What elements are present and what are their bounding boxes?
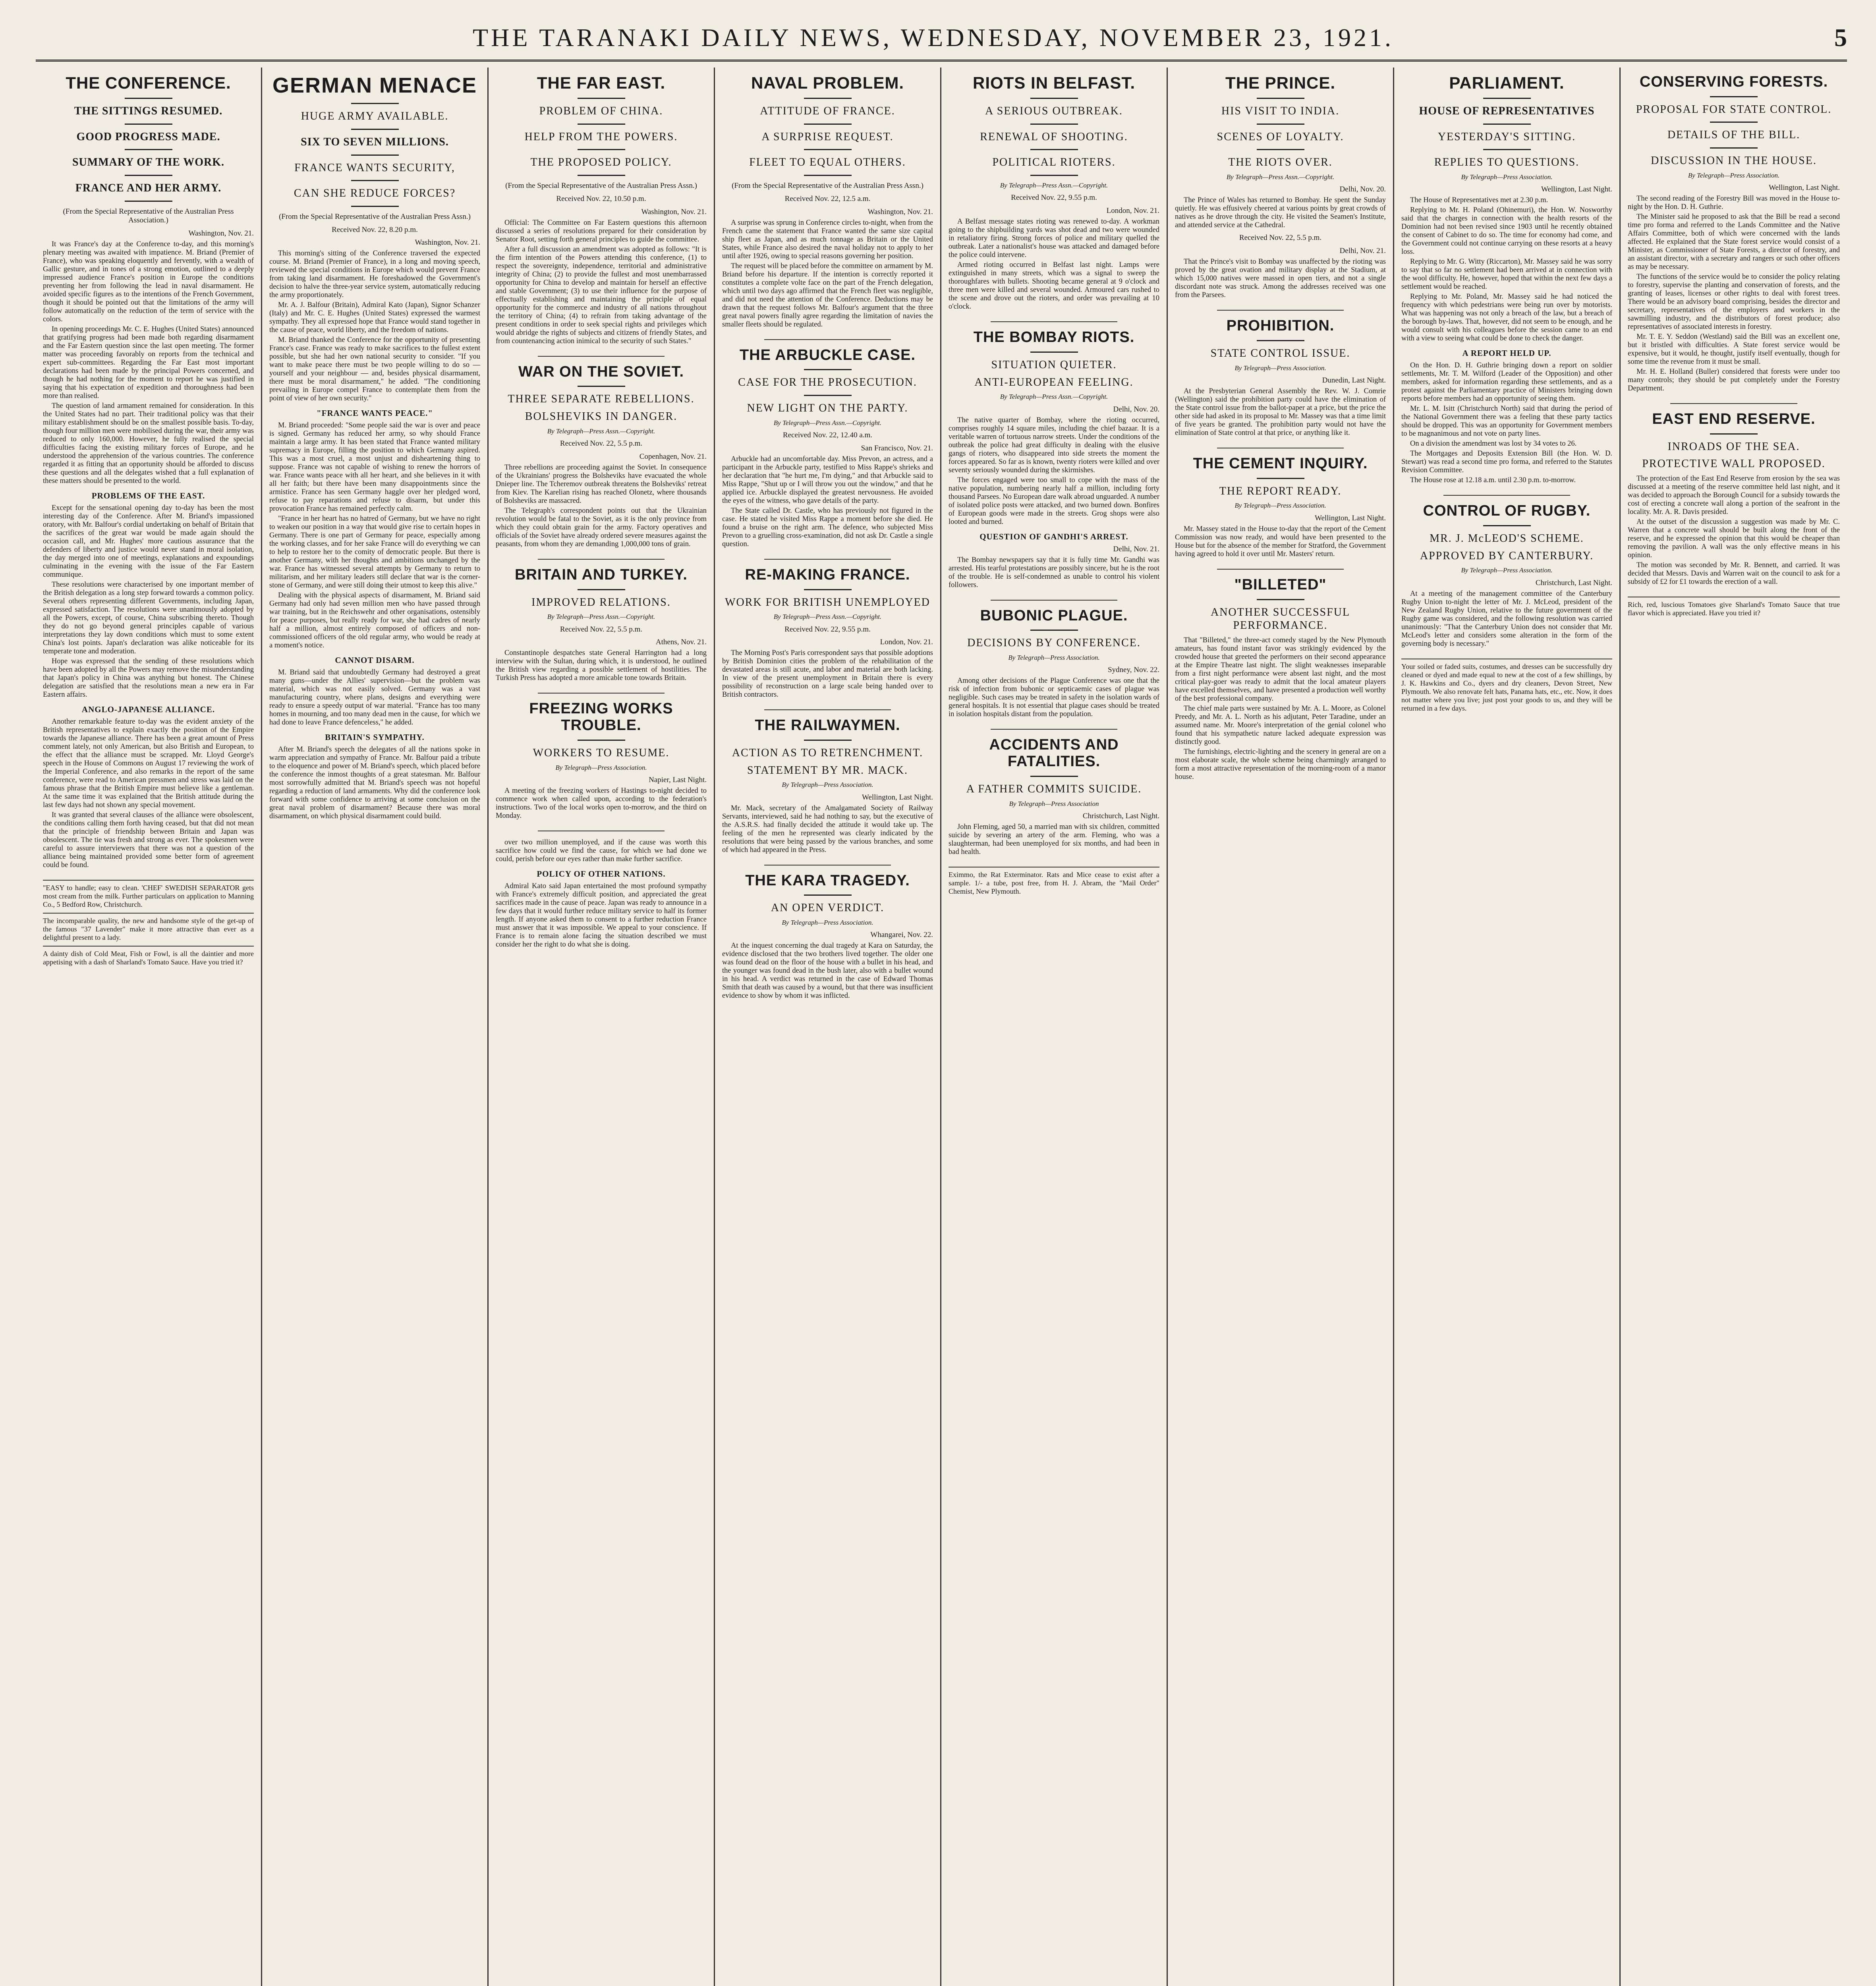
credit-line: By Telegraph—Press Assn.—Copyright.: [1000, 393, 1108, 401]
deck: REPLIES TO QUESTIONS.: [1434, 156, 1580, 169]
paragraph: Arbuckle had an uncomfortable day. Miss Prevon, an actress, and a participant in the Arbuckle party, testified to Miss Rappe's shrieks and her declaration that "he hurt me, I'm dying," and that Arbuckle said to Miss Rappe, "Shut up or I will throw you out the window," and that he applied ice. Arbuckle displayed the greatest nervousness. He avoided the eyes of the witness, who gave details of the party.: [722, 455, 933, 505]
paragraph: That the Prince's visit to Bombay was unaffected by the rioting was proved by the great ovation and military display at the Stadium, at which 15,000 natives were massed in open tiers, and not a single discordant note was struck. Among the addresses received was one from the Parsees.: [1175, 258, 1386, 299]
paragraph: The House rose at 12.18 a.m. until 2.30 p.m. to-morrow.: [1410, 476, 1576, 485]
paragraph: It was France's day at the Conference to-day, and this morning's plenary meeting was awaited with impatience. M. Briand (Premier of France), who was speaking eloquently and fervently, with a wealth of Gallic gesture, and in tones of a strong emotion, outlined to a deeply impressed audience France's position in Europe the conditions preventing her from following the lead in naval disarmament. He avoided specific figures as to the intentions of the French Government, though it should be pointed out that the limitations of the army will follow automatically on the reduction of the term of service with the colors.: [43, 240, 254, 324]
headline: EAST END RESERVE.: [1652, 410, 1816, 427]
credit-line: By Telegraph—Press Association.: [782, 919, 873, 927]
paragraph: A surprise was sprung in Conference circles to-night, when from the French came the statement that France wanted the same size capital ship fleet as Japan, and as much tonnage as Britain or the United States, while France also desired the naval holiday not to apply to her until after 1926, owing to special reasons governing her position.: [722, 218, 933, 260]
headline: PARLIAMENT.: [1449, 73, 1565, 92]
deck: A SURPRISE REQUEST.: [761, 130, 894, 143]
advertisement: The incomparable quality, the new and handsome style of the get-up of the famous "37 Lavender" make it more attractive than ever as a delightful present to a lady.: [43, 913, 254, 942]
deck: POLITICAL RIOTERS.: [992, 156, 1116, 169]
dateline: Christchurch, Last Night.: [1082, 811, 1159, 820]
deck: DISCUSSION IN THE HOUSE.: [1651, 154, 1817, 167]
advertisement: Rich, red, luscious Tomatoes give Sharland's Tomato Sauce that true flavor which is appreciated. Have you tried it?: [1628, 597, 1840, 617]
paragraph: The second reading of the Forestry Bill was moved in the House to-night by the Hon. D. H. Guthrie.: [1628, 194, 1840, 211]
deck: HOUSE OF REPRESENTATIVES: [1419, 105, 1595, 118]
received-line: Received Nov. 22, 10.50 p.m.: [556, 194, 646, 203]
dateline: Napier, Last Night.: [649, 775, 707, 784]
deck: SUMMARY OF THE WORK.: [72, 156, 225, 169]
deck: THE PROPOSED POLICY.: [530, 156, 672, 169]
paragraph: The Telegraph's correspondent points out that the Ukrainian revolution would be fatal to the Soviet, as it is the only province from which they could obtain grain for the army. Factory operatives and officials of the Soviet have already ordered severe measures against the peasants, from whom they are demanding 1,000,000 tons of grain.: [496, 506, 707, 548]
headline: THE RAILWAYMEN.: [755, 717, 900, 734]
deck: GOOD PROGRESS MADE.: [76, 130, 220, 143]
deck: A SERIOUS OUTBREAK.: [985, 105, 1123, 118]
headline: BRITAIN AND TURKEY.: [515, 566, 688, 583]
paragraph: Mr. T. E. Y. Seddon (Westland) said the Bill was an excellent one, but it bristled with difficulties. A State forest service would be expensive, but it would, he thought, justify itself eventually, though for some time the revenue from it must be small.: [1628, 332, 1840, 366]
headline: THE KARA TRAGEDY.: [745, 872, 910, 889]
dateline: Whangarei, Nov. 22.: [870, 931, 933, 939]
paragraph: The Mortgages and Deposits Extension Bill (the Hon. W. D. Stewart) was read a second time pro forma, and referred to the Statutes Revision Committee.: [1401, 450, 1612, 475]
credit-line: By Telegraph—Press Association: [1009, 800, 1099, 808]
credit-line: (From the Special Representative of the Australian Press Assn.): [279, 212, 471, 221]
deck: FRANCE AND HER ARMY.: [75, 182, 222, 194]
paragraph: Constantinople despatches state General Harrington had a long interview with the Sultan, during which, it is understood, he outlined the British view regarding a possible settlement of hostilities. The Turkish Press has adopted a more amicable tone towards Britain.: [496, 649, 707, 682]
column-7: [1394, 68, 1621, 1986]
article-bombay-riots: [949, 329, 1159, 589]
paragraph: At the Presbyterian General Assembly the Rev. W. J. Comrie (Wellington) said the prohibition party could have the elimination of the State control issue from the ballot-paper at a price, but the price the other side had asked in its proposal to Mr. Massey was that a time limit of five years be granted. The prohibition party would not have the elimination of State control at that price, or anything like it.: [1175, 387, 1386, 437]
paragraph: "France in her heart has no hatred of Germany, but we have no right to weaken our position in a way that would give rise to certain hopes in Germany. There is one part of Germany for peace, especially among the working classes, and for her sake France will do everything we can to help to restore her to the comity of democratic people. But there is another Germany, with her thoughts and ambitions unchanged by the war. France has witnessed several attempts by Germany to return to militarism, and her military leaders still declare that war is the corner-stone of Germany, and were still doing their utmost to keep this alive.": [269, 515, 480, 590]
subheading: "FRANCE WANTS PEACE.": [316, 408, 433, 418]
deck: A FATHER COMMITS SUICIDE.: [966, 782, 1142, 795]
deck: CAN SHE REDUCE FORCES?: [294, 187, 456, 200]
paragraph: The State called Dr. Castle, who has previously not figured in the case. He stated he visited Miss Rappe a moment before she died. He found a bruise on the right arm. The defence, who subjected Miss Prevon to a gruelling cross-examination, did not ask Dr. Castle a single question.: [722, 506, 933, 548]
dateline: Washington, Nov. 21.: [867, 207, 933, 216]
deck: THE REPORT READY.: [1219, 485, 1342, 497]
dateline: Delhi, Nov. 20.: [1113, 405, 1159, 413]
paragraph: John Fleming, aged 50, a married man with six children, committed suicide by severing an artery of the arm. Fleming, who was a slaughterman, had been unemployed for six months, and had been in bad health.: [949, 823, 1159, 856]
deck: INROADS OF THE SEA.: [1667, 440, 1800, 453]
article-war-on-soviet: [496, 364, 707, 549]
paragraph: Dealing with the physical aspects of disarmament, M. Briand said Germany had only had seven million men who have passed through war training, but in the Reichswehr and other organisations, ostensibly for peace purposes, but really ready for war, she had cadres of nearly half a million, almost entirely composed of officers and non-commissioned officers of the old regular army, who would be ready at a moment's notice.: [269, 591, 480, 650]
headline: RIOTS IN BELFAST.: [972, 73, 1136, 92]
credit-line: By Telegraph—Press Association.: [1008, 653, 1100, 661]
deck: DECISIONS BY CONFERENCE.: [967, 637, 1141, 649]
advertisement: A dainty dish of Cold Meat, Fish or Fowl, is all the daintier and more appetising with a dash of Sharland's Tomato Sauce. Have you tried it?: [43, 946, 254, 966]
paragraph: over two million unemployed, and if the cause was worth this sacrifice how could we find the cause, for which we had done we could, perish before our eyes rather than make further sacrifice.: [496, 838, 707, 863]
subheading: PROBLEMS OF THE EAST.: [91, 491, 205, 501]
paragraph: On a division the amendment was lost by 34 votes to 26.: [1410, 440, 1577, 448]
deck: CASE FOR THE PROSECUTION.: [738, 376, 917, 389]
deck: THE RIOTS OVER.: [1228, 156, 1333, 169]
paragraph: At the inquest concerning the dual tragedy at Kara on Saturday, the evidence disclosed that the two brothers lived together. The older one was found dead on the floor of the house with a bullet in his head, and the younger was found dead in the bush later, also with a bullet wound in his head. A verdict was returned in the case of Edward Thomas Smith that death was caused by a wound, but that there was insufficient evidence to show by whom it was inflicted.: [722, 942, 933, 1000]
paragraph: The Prince of Wales has returned to Bombay. He spent the Sunday quietly. He was effusively cheered at various points by great crowds of natives as he drove through the city. He visited the Seamen's Institute, and attended service at the Cathedral.: [1175, 196, 1386, 230]
received-line: Received Nov. 22, 12.40 a.m.: [782, 431, 873, 439]
dateline: Wellington, Last Night.: [862, 793, 933, 802]
deck: AN OPEN VERDICT.: [771, 902, 885, 914]
article-railwaymen: [722, 717, 933, 854]
credit-line: By Telegraph—Press Association.: [1235, 364, 1326, 372]
dateline: Delhi, Nov. 21.: [1339, 247, 1386, 255]
paragraph: This morning's sitting of the Conference traversed the expected course. M. Briand (Premier of France), in a long and moving speech, reviewed the special conditions in Europe which would prevent France from taking land disarmament. He foreshadowed the Government's decision to halve the three-year service system, automatically reducing the army proportionately.: [269, 249, 480, 299]
credit-line: (From the Special Representative of the Australian Press Assn.): [505, 181, 697, 190]
dateline: London, Nov. 21.: [1106, 207, 1159, 215]
column-2: [262, 68, 489, 1986]
column-8: [1621, 68, 1847, 1986]
credit-line: By Telegraph—Press Assn.—Copyright.: [1000, 181, 1108, 189]
deck: DETAILS OF THE BILL.: [1667, 129, 1801, 141]
subheading: POLICY OF OTHER NATIONS.: [537, 869, 666, 879]
paragraph: Except for the sensational opening day to-day has been the most interesting day of the Conference. After M. Briand's impassioned oratory, with Mr. Balfour's cordial undertaking on behalf of Britain that the sacrifices of the great war would be made again should the occasion call, and Mr. Hughes' more cautious assurance that the defenders of liberty and justice would never stand in moral isolation, the day merged into one of meetings, explanations and expoundings culminating in the evening with the issue of the Far Eastern communique.: [43, 504, 254, 579]
dateline: Washington, Nov. 21.: [641, 207, 707, 216]
credit-line: By Telegraph—Press Assn.—Copyright.: [547, 427, 655, 435]
headline: BUBONIC PLAGUE.: [980, 607, 1128, 624]
headline: THE CEMENT INQUIRY.: [1193, 455, 1368, 472]
paragraph: It was granted that several clauses of the alliance were obsolescent, the conditions calling them forth having ceased, but that did not mean that the principle of friendship between Britain and Japan was obsolescent. The tie was fresh and strong as ever. The spokesmen were careful to assure interviewers that there was not a question of the alliance being maintained provided some better form of agreement could be found.: [43, 811, 254, 869]
article-parliament: [1401, 74, 1612, 485]
deck: THREE SEPARATE REBELLIONS.: [508, 393, 695, 406]
paragraph: Another remarkable feature to-day was the evident anxiety of the British representatives to explain exactly the position of the Empire towards the Japanese alliance. There has been a great amount of Press comment lately, not only American, but also British and European, to the effect that the alliance must be scrapped. Mr. Lloyd George's speech in the House of Commons on August 17 reviewing the work of the Imperial Conference, and also remarks in the report of the same conference, were read to American pressmen and stress was laid on the famous phrase that the British Empire must believe like a gentleman. At the same time it was explained that the British attitude during the last few days had not shown any special movement.: [43, 718, 254, 809]
paragraph: Replying to Mr. Poland, Mr. Massey said he had noticed the frequency with which pedestrians were being run over by motorists. What was happening was not only a breach of the law, but a breach of the borough by-laws. That, however, did not seem to be enough, and he would consult with his colleagues before the session came to an end with a view to seeing what could be done to check the danger.: [1401, 293, 1612, 343]
headline: WAR ON THE SOVIET.: [518, 363, 684, 380]
paragraph: Mr. Mack, secretary of the Amalgamated Society of Railway Servants, interviewed, said he had nothing to say, but the executive of the A.S.R.S. had finally decided the attitude it would take up. The feeling of the men he represented was clearly indicated by the resolutions that were being passed by the various branches, and some of which had appeared in the Press.: [722, 804, 933, 854]
article-conserving-forests: [1628, 74, 1840, 393]
paragraph: The forces engaged were too small to cope with the mass of the native population, numbering nearly half a million, including forty thousand Parsees. No European dare walk abroad unguarded. A number of isolated police posts were attacked, and two burned down. Bonfires of European goods were made in the streets. Grog shops were also looted and burned.: [949, 476, 1159, 526]
dateline: San Francisco, Nov. 21.: [861, 444, 933, 452]
paragraph: In opening proceedings Mr. C. E. Hughes (United States) announced that gratifying progress had been made both regarding disarmament and the Far Eastern question since the last open meeting. The former matter was proceeding favorably on reports from the technical and expert sub-committees. Regarding the Far East most important declarations had been made by the principal Powers concerned, and though he had nothing for the moment to report he was justified in saying that his expectation of expedition and thoroughness had been more than realised.: [43, 325, 254, 400]
article-britain-turkey: [496, 567, 707, 683]
dateline: London, Nov. 21.: [880, 638, 933, 647]
paragraph: Admiral Kato said Japan entertained the most profound sympathy with France's extremely difficult position, and appreciated the great sacrifices made in the cause of peace. Japan was ready to announce in a few days that it would further reduce military service to half its former length. If anyone asked them to consent to a further reduction France must answer that it was impossible. We appeal to your conscience. If France is to remain alone facing the situation described we must consider her the right to do what she is doing.: [496, 882, 707, 949]
article-conference: [43, 74, 254, 869]
headline: "BILLETED": [1234, 576, 1327, 593]
article-naval-problem: [722, 74, 933, 329]
deck: FRANCE WANTS SECURITY,: [294, 161, 455, 174]
paragraph: The Bombay newspapers say that it is fully time Mr. Gandhi was arrested. His tearful protestations are possibly sincere, but he is the root of the trouble. He is self-condemned as unable to control his violent followers.: [949, 556, 1159, 589]
deck: ATTITUDE OF FRANCE.: [760, 105, 895, 118]
deck: RENEWAL OF SHOOTING.: [980, 130, 1128, 143]
paragraph: The motion was seconded by Mr. R. Bennett, and carried. It was decided that Messrs. Davis and Warren wait on the council to ask for a subsidy of £2 for £1 towards the erection of a wall.: [1628, 561, 1840, 586]
paragraph: Replying to Mr. H. Poland (Ohinemuri), the Hon. W. Nosworthy said that the charges in connection with the health resorts of the Dominion had not been revised since 1903 until he recently obtained the consent of Cabinet to do so. The time for economy had come, and the Government could not continue carrying on these resorts at a heavy loss.: [1401, 206, 1612, 256]
article-far-east: [496, 74, 707, 346]
article-billeted: [1175, 577, 1386, 781]
paragraph: Mr. Massey stated in the House to-day that the report of the Cement Commission was now ready, and would have been presented to the House but for the absence of the member for Stratford, the Government having agreed to hold it over until Mr. Masters' return.: [1175, 525, 1386, 558]
column-1: [36, 68, 262, 1986]
article-accidents: [949, 737, 1159, 856]
headline: CONTROL OF RUGBY.: [1423, 502, 1591, 520]
credit-line: By Telegraph—Press Association.: [1235, 502, 1326, 510]
dateline: Athens, Nov. 21.: [655, 638, 707, 647]
deck: ANTI-EUROPEAN FEELING.: [974, 376, 1134, 388]
dateline: Christchurch, Last Night.: [1535, 578, 1612, 587]
paragraph: The question of land armament remained for consideration. In this the United States had no part. Their traditional policy was that their military establishment should be on the smallest possible basis. To-day, though four million men were mobilised during the war, their army was reduced to only 160,000. However, he fully realised the special difficulties facing the existing military forces of Europe, and he understood the apprehension of the various countries. The conference regarded it as fitting that an opportunity should be afforded to discuss these questions and all the delegates wished that a full explanation of these matters should be presented to the world.: [43, 402, 254, 485]
credit-line: By Telegraph—Press Association.: [782, 781, 873, 789]
received-line: Received Nov. 22, 9.55 p.m.: [1011, 193, 1097, 202]
deck: ACTION AS TO RETRENCHMENT.: [732, 747, 924, 759]
article-bubonic-plague: [949, 608, 1159, 719]
dateline: Delhi, Nov. 21.: [1113, 545, 1159, 553]
credit-line: By Telegraph—Press Association.: [1461, 566, 1553, 574]
headline: THE BOMBAY RIOTS.: [973, 329, 1135, 346]
column-4: [715, 68, 941, 1986]
paragraph: Mr. A. J. Balfour (Britain), Admiral Kato (Japan), Signor Schanzer (Italy) and Mr. C. E. Hughes (United States) expressed the warmest sympathy. They all expressed hope that France would stand together in the cause of peace, world liberty, and the freedom of nations.: [269, 301, 480, 334]
headline: RE-MAKING FRANCE.: [745, 566, 910, 583]
deck: YESTERDAY'S SITTING.: [1437, 130, 1576, 143]
paragraph: M. Briand thanked the Conference for the opportunity of presenting France's case. France was ready to make sacrifices to the fullest extent possible, but she had her own national security to consider. "If you want to make peace there must be two people willing to do so — yourself and your neighbour — and, besides physical disarmament, there must be moral disarmament," he added. "The conditioning prevailing in Europe compel France to contemplate them from the point of view of her own security.": [269, 336, 480, 403]
article-riots-belfast: [949, 74, 1159, 311]
headline: THE CONFERENCE.: [66, 73, 231, 92]
headline: THE ARBUCKLE CASE.: [739, 346, 916, 363]
dateline: Washington, Nov. 21.: [415, 238, 480, 247]
deck: STATEMENT BY MR. MACK.: [747, 764, 908, 777]
deck: PROTECTIVE WALL PROPOSED.: [1642, 458, 1826, 470]
paragraph: The native quarter of Bombay, where the rioting occurred, comprises roughly 14 square miles, including the chief bazaar. It is a veritable warren of tortuous narrow streets. Under the conditions of the outbreak the police had great difficulty in dealing with the elusive gangs of rioters, who disappeared into side streets the moment the forces appeared. So far as is known, twenty rioters were killed and over seventy seriously wounded during the skirmishes.: [949, 416, 1159, 474]
headline: THE PRINCE.: [1225, 73, 1336, 92]
deck: NEW LIGHT ON THE PARTY.: [747, 402, 908, 414]
paragraph: The protection of the East End Reserve from erosion by the sea was discussed at a meeting of the reserve committee held last night, and it was decided to approach the Borough Council for a subsidy towards the cost of erecting a concrete wall along a portion of the seafront in the locality. Mr. A. R. Davis presided.: [1628, 474, 1840, 516]
paragraph: M. Briand proceeded: "Some people said the war is over and peace is signed. Germany has reduced her army, so why should France maintain a large army. It has been stated that France wanted military supremacy in Europe, filling the position to which Germany aspired. This was a most cruel, a most unjust and disheartening thing to suppose. France was not capable of wishing to renew the horrors of war. France wants peace with all her heart, and she believes in it with all her faith; but there have been many disappointments since the armistice. France has seen Germany haggle over her pledged word, refuse to pay reparations and refuse to disarm, but under this provocation France has remained perfectly calm.: [269, 421, 480, 513]
headline: ACCIDENTS AND FATALITIES.: [989, 736, 1119, 770]
advertisement: Your soiled or faded suits, costumes, and dresses can be successfully dry cleaned or dyed and made equal to new at the cost of a few shillings, by J. K. Hawkins and Co., dyers and dry cleaners, Devon Street, New Plymouth. We also renovate felt hats, Panama hats, etc., etc. Now, it does not matter where you live; just post your goods to us, and they will be returned in a few days.: [1401, 659, 1612, 713]
column-6: [1168, 68, 1394, 1986]
subheading: A REPORT HELD UP.: [1462, 348, 1551, 358]
paragraph: After a full discussion an amendment was adopted as follows: "It is the firm intention of the Powers attending this conference, (1) to respect the sovereignty, independence, territorial and administrative integrity of China; (2) to provide the fullest and most unembarrassed opportunity for China to develop and maintain for herself an effective and stable Government; (3) to use their influence for the purpose of effectually establishing and maintaining the principle of equal opportunity for the commerce and industry of all nations throughout the territory of China; (4) to refrain from taking advantage of the present conditions in order to seek special rights and privileges which would abridge the rights of subjects and citizens of friendly States, and from countenancing action inimical to the security of such States.": [496, 245, 707, 345]
paragraph: Replying to Mr. G. Witty (Riccarton), Mr. Massey said he was sorry to say that so far no settlement had been arrived at in connection with the wool difficulty. He, however, hoped that within the next few days a settlement would be reached.: [1401, 258, 1612, 291]
paragraph: The Morning Post's Paris correspondent says that possible adoptions by British Dominion cities the problem of the rehabilitation of the devastated areas is still acute, and labor and material are both lacking. In view of the present unemployment in Britain there is every possibility of reconstruction on a large scale being handed over to British contractors.: [722, 649, 933, 699]
dateline: Sydney, Nov. 22.: [1107, 666, 1159, 674]
deck: MR. J. McLEOD'S SCHEME.: [1430, 532, 1584, 545]
paragraph: Official: The Committee on Far Eastern questions this afternoon discussed a series of resolutions prepared for their consideration by Senator Root, setting forth general principles to guide the committee.: [496, 218, 707, 243]
masthead: [36, 16, 1847, 62]
credit-line: By Telegraph—Press Assn.—Copyright.: [547, 613, 655, 621]
paragraph: A meeting of the freezing workers of Hastings to-night decided to commence work when called upon, according to the federation's instructions. Two of the local works open to-morrow, and the third on Monday.: [496, 786, 707, 820]
subheading: QUESTION OF GANDHI'S ARREST.: [980, 531, 1128, 541]
dateline: Wellington, Last Night.: [1769, 183, 1840, 192]
article-freezing-works: [496, 701, 707, 820]
deck: SITUATION QUIETER.: [991, 358, 1117, 371]
paragraph: Among other decisions of the Plague Conference was one that the risk of infection from bubonic or septicaemic cases of plague was negligible. Such cases may be treated in safety in the isolation wards of general hospitals. It is not essential that plague cases should be treated in isolation hospitals distant from the population.: [949, 677, 1159, 719]
paragraph: These resolutions were characterised by one important member of the British delegation as a long step forward towards a common policy. Several others representing different Governments, including Japan, expressed satisfaction. The resolutions were unanimously adopted by all the Powers, except, of course, China subscribing thereto. Though they do not go beyond general principles capable of various interpretations they lay down conditions which must to some extent China's lost points. Japan's declaration was alike noticeable for its temperate tone and moderation.: [43, 581, 254, 656]
paragraph: At the outset of the discussion a suggestion was made by Mr. C. Warren that a concrete wall should be built along the front of the reserve, and he expressed the opinion that this would be cheaper than removing the pavilion. A wall was the only effective means in his opinion.: [1628, 518, 1840, 559]
dateline: Dunedin, Last Night.: [1322, 376, 1386, 384]
deck: SIX TO SEVEN MILLIONS.: [301, 135, 449, 148]
headline: GERMAN MENACE: [272, 73, 477, 97]
credit-line: By Telegraph—Press Association.: [555, 763, 647, 771]
paragraph: Mr. L. M. Isitt (Christchurch North) said that during the period of the National Government there was a feeling that these party tactics should be dropped. This was an opportunity for Government members to be magnanimous and not vote on party lines.: [1401, 405, 1612, 438]
deck: PROPOSAL FOR STATE CONTROL.: [1636, 103, 1832, 116]
credit-line: By Telegraph—Press Assn.—Copyright.: [1226, 173, 1335, 181]
dateline: Washington, Nov. 21.: [188, 229, 254, 238]
article-east-end-reserve: [1628, 411, 1840, 586]
deck: PROBLEM OF CHINA.: [539, 105, 663, 118]
received-line: Received Nov. 22, 9.55 p.m.: [784, 625, 871, 634]
deck: HIS VISIT TO INDIA.: [1221, 105, 1340, 118]
headline: CONSERVING FORESTS.: [1639, 73, 1828, 90]
paragraph: The request will be placed before the committee on armament by M. Briand before his departure. If the intention is correctly reported it constitutes a complete volte face on the part of the French delegation, which until two days ago affirmed that the French fleet was negligible, and did not need the attention of the Conference. Deductions may be drawn that the request follows Mr. Balfour's argument that the three great naval powers finally agree regarding the limitation of navies the smaller fleets should be regulated.: [722, 262, 933, 328]
article-kara-tragedy: [722, 873, 933, 1001]
deck: HUGE ARMY AVAILABLE.: [301, 110, 449, 123]
paragraph: The House of Representatives met at 2.30 p.m.: [1410, 196, 1548, 205]
paragraph: After M. Briand's speech the delegates of all the nations spoke in warm appreciation and sympathy of France. Mr. Balfour paid a tribute to the eloquence and power of M. Briand's speech, which placed before the conference the inmost thoughts of a great statesman. Mr. Balfour most sorrowfully admitted that M. Briand's speech was not hopeful regarding a reduction of land armaments. Why did the conference look forward with some confidence to arriving at some conclusion on the great naval problem of disarmament? Because there was moral disarmament, on which physical disarmament could build.: [269, 746, 480, 821]
credit-line: By Telegraph—Press Association.: [1461, 173, 1553, 181]
subheading: ANGLO-JAPANESE ALLIANCE.: [81, 705, 215, 715]
advertisement: Eximmo, the Rat Exterminator. Rats and Mice cease to exist after a sample. 1/- a tube, post free, from H. J. Abram, the "Mail Order" Chemist, New Plymouth.: [949, 867, 1159, 896]
deck: HELP FROM THE POWERS.: [524, 130, 678, 143]
credit-line: (From the Special Representative of the Australian Press Association.): [63, 207, 234, 225]
paragraph: A Belfast message states rioting was renewed to-day. A workman going to the shipbuilding yards was shot dead and two were wounded in retaliatory firing. Strong forces of police and military quelled the outbreak. Later a nationalist's house was attacked and damaged before the police could intervene.: [949, 218, 1159, 259]
article-the-prince: [1175, 74, 1386, 299]
deck: FLEET TO EQUAL OTHERS.: [749, 156, 906, 169]
paragraph: The furnishings, electric-lighting and the scenery in general are on a most elaborate scale, the whole scheme being charmingly arranged to form a most attractive representation of the morning-room of a manor house.: [1175, 748, 1386, 781]
credit-line: By Telegraph—Press Assn.—Copyright.: [773, 419, 882, 427]
deck: WORKERS TO RESUME.: [533, 746, 670, 759]
deck: APPROVED BY CANTERBURY.: [1420, 549, 1594, 562]
article-control-rugby: [1401, 503, 1612, 648]
credit-line: (From the Special Representative of the Australian Press Assn.): [732, 181, 924, 190]
dateline: Delhi, Nov. 20.: [1339, 185, 1386, 194]
page-number: 5: [1834, 23, 1847, 52]
received-line: Received Nov. 22, 5.5 p.m.: [560, 439, 643, 448]
paragraph: Three rebellions are proceeding against the Soviet. In consequence of the Ukrainians' progress the Bolsheviks have evacuated the whole Dnieper line. The Tcheremov outbreak threatens the Bolsheviks' retreat from Kiev. The Karelian rising has reached Olonetz, where thousands of Bolsheviks are massacred.: [496, 463, 707, 505]
dateline: Wellington, Last Night.: [1541, 185, 1612, 194]
deck: THE SITTINGS RESUMED.: [74, 105, 223, 118]
deck: BOLSHEVIKS IN DANGER.: [525, 410, 678, 423]
headline: FREEZING WORKS TROUBLE.: [529, 700, 673, 734]
headline: THE FAR EAST.: [537, 73, 666, 92]
paragraph: The functions of the service would be to consider the policy relating to forestry, supervise the planting and conservation of forests, and the granting of leases, licenses or other rights to deal with forest trees. There would be an advisory board comprising, besides the director and secretary, representatives of the employers and workers in the sawmilling industry, and the distributors of forest produce; also representatives of associated interests in forestry.: [1628, 272, 1840, 331]
deck: STATE CONTROL ISSUE.: [1210, 347, 1350, 359]
headline: NAVAL PROBLEM.: [751, 73, 904, 92]
paragraph: The Minister said he proposed to ask that the Bill be read a second time pro forma and referred to the Lands Committee and the Native Affairs Committee, both of which were concerned with the lands affected. He explained that the State forest service would consist of a Minister, as Commissioner of State Forests, a director of forestry, and an assistant director, with a secretary and rangers or such other officers as may be necessary.: [1628, 213, 1840, 271]
subheading: BRITAIN'S SYMPATHY.: [325, 732, 425, 742]
deck: WORK FOR BRITISH UNEMPLOYED: [725, 596, 930, 609]
credit-line: By Telegraph—Press Assn.—Copyright.: [773, 613, 882, 621]
column-3: [489, 68, 715, 1986]
paragraph: M. Briand said that undoubtedly Germany had destroyed a great many guns—under the Allies' supervision—but the problem was material, which was not easily solved. Germany was a vast manufacturing country, where plans, designs and everything were ready to ensure a speedy output of war material. "France has too many homes in mourning, and too many dead men in the cause, for which we had done to leave France defenceless," he added.: [269, 668, 480, 727]
paragraph: At a meeting of the management committee of the Canterbury Rugby Union to-night the letter of Mr. J. McLeod, president of the New Zealand Rugby Union, relative to the future government of the Rugby game was considered, and the following resolution was carried unanimously: "That the Canterbury Union does not consider that Mr. McLeod's letter and considers some alteration in the form of the governing body is necessary.": [1401, 589, 1612, 648]
column-5: [941, 68, 1168, 1986]
deck: IMPROVED RELATIONS.: [531, 596, 671, 609]
paragraph: Armed rioting occurred in Belfast last night. Lamps were extinguished in many streets, which was a signal to sweep the thoroughfares with bullets. Shooting became general at 9 o'clock and three men were killed and several wounded. Armoured cars rushed to the scene and drove out the rioters, and order was prevailing at 10 o'clock.: [949, 261, 1159, 311]
article-german-menace: [269, 74, 480, 821]
received-line: Received Nov. 22, 5.5 p.m.: [1239, 234, 1322, 242]
article-remaking-france: [722, 567, 933, 699]
article-arbuckle-case: [722, 347, 933, 549]
deck: ANOTHER SUCCESSFUL PERFORMANCE.: [1210, 606, 1350, 632]
received-line: Received Nov. 22, 8.20 p.m.: [332, 225, 418, 234]
received-line: Received Nov. 22, 5.5 p.m.: [560, 625, 643, 634]
columns: [36, 68, 1847, 1986]
headline: PROHIBITION.: [1226, 317, 1335, 334]
deck: SCENES OF LOYALTY.: [1217, 130, 1344, 143]
received-line: Received Nov. 22, 12.5 a.m.: [784, 194, 871, 203]
paragraph: That "Billeted," the three-act comedy staged by the New Plymouth amateurs, has found instant favor was strikingly evidenced by the crowded house that greeted the performers on their second appearance at the Empire Theatre last night. The slight weaknesses inseparable from a first night performance were absent last night, and the most critical play-goer was ready to admit that the local amateur players have excelled themselves, and have presented a production well worthy of the best professional company.: [1175, 636, 1386, 703]
article-cement-inquiry: [1175, 456, 1386, 558]
dateline: Copenhagen, Nov. 21.: [639, 452, 707, 461]
newspaper-title: THE TARANAKI DAILY NEWS, WEDNESDAY, NOVEMBER 23, 1921.: [473, 23, 1394, 52]
advertisement: "EASY to handle; easy to clean. 'CHEF' SWEDISH SEPARATOR gets most cream from the milk. Further particulars on application to Manning Co., 5 Bedford Row, Christchurch.: [43, 880, 254, 909]
paragraph: Hope was expressed that the sending of these resolutions which have been adopted by all the Powers may remove the misunderstanding that Japan's policy in China was anything but honest. The Chinese delegation are satisfied that the resolutions mean a new era in Far Eastern affairs.: [43, 657, 254, 699]
paragraph: On the Hon. D. H. Guthrie bringing down a report on soldier settlements, Mr. T. M. Wilford (Leader of the Opposition) and other members, asked for information regarding these settlements, and as a protest against the Parliamentary practice of Ministers bringing down reports before members had an opportunity of seeing them.: [1401, 361, 1612, 403]
paragraph: The chief male parts were sustained by Mr. A. L. Moore, as Colonel Preedy, and Mr. A. L. North as his adjutant, Peter Taradine, under an assumed name. Mr. Moore's interpretation of the genial colonel who found that his sympathetic nature lacked adequate expression was distinctly good.: [1175, 704, 1386, 746]
subheading: CANNOT DISARM.: [335, 655, 415, 665]
credit-line: By Telegraph—Press Association.: [1688, 171, 1780, 179]
article-prohibition: [1175, 318, 1386, 437]
paragraph: Mr. H. E. Holland (Buller) considered that forests were under too many controls; they should be put completely under the Forestry Department.: [1628, 367, 1840, 392]
dateline: Wellington, Last Night.: [1315, 514, 1386, 522]
